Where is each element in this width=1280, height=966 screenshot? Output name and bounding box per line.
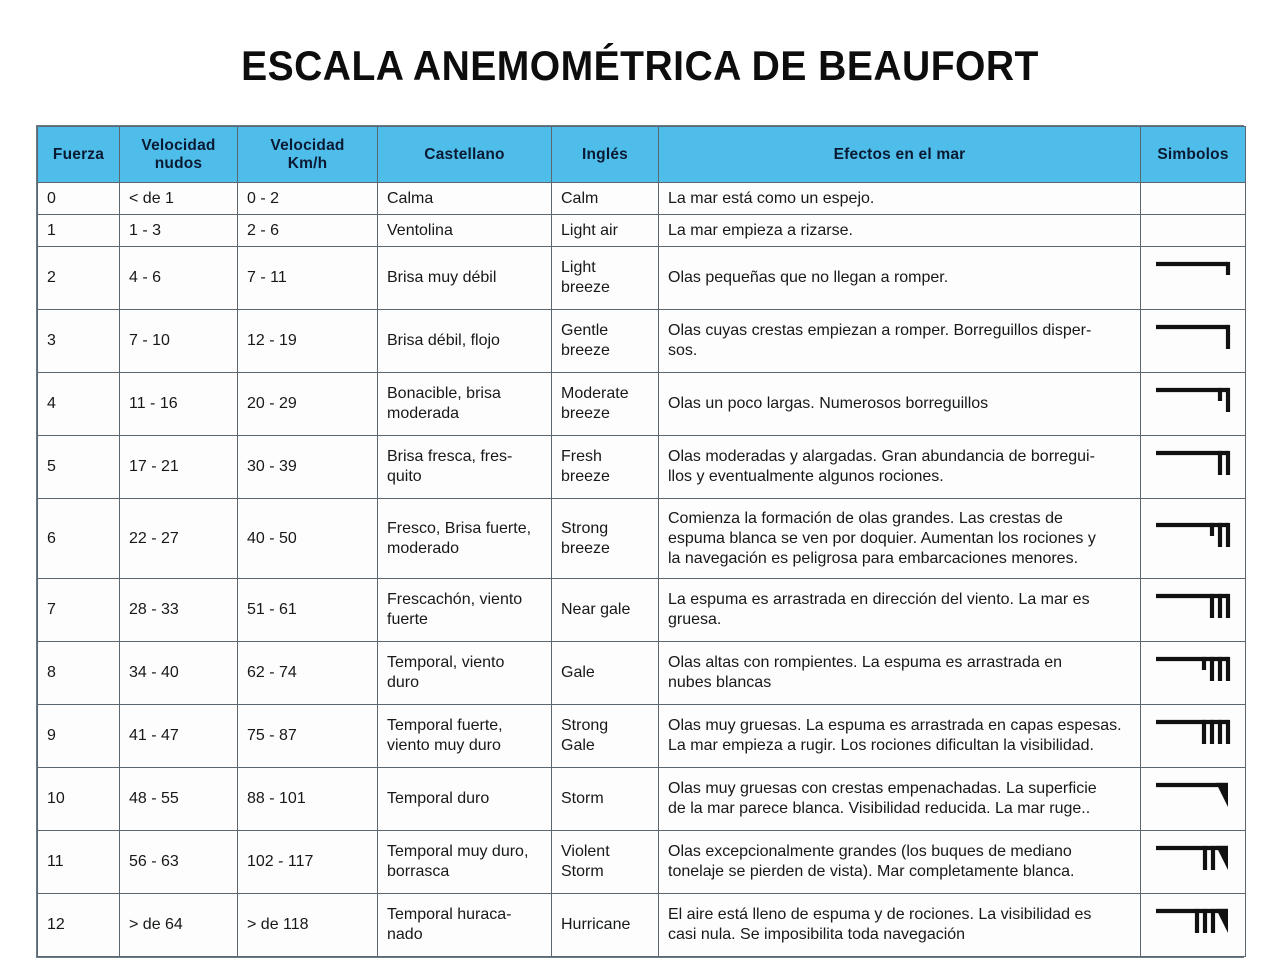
cell-velocidad-nudos: > de 64 <box>120 894 238 957</box>
table-row <box>38 894 1246 957</box>
wind-barb-light-air <box>1150 230 1151 231</box>
cell-velocidad-kmh: 62 - 74 <box>238 642 378 705</box>
cell-fuerza: 11 <box>38 831 120 894</box>
table-row <box>38 247 1246 310</box>
cell-efectos-en-el-mar: Olas pequeñas que no llegan a romper. <box>659 247 1141 310</box>
cell-velocidad-nudos: 17 - 21 <box>120 436 238 499</box>
cell-velocidad-nudos: 11 - 16 <box>120 373 238 436</box>
cell-simbolo <box>1141 894 1246 957</box>
cell-fuerza: 10 <box>38 768 120 831</box>
cell-simbolo <box>1141 705 1246 768</box>
cell-velocidad-nudos: 4 - 6 <box>120 247 238 310</box>
cell-velocidad-nudos: 22 - 27 <box>120 499 238 579</box>
cell-efectos-en-el-mar: Olas altas con rompientes. La espuma es arrastrada en nubes blancas <box>659 642 1141 705</box>
beaufort-table-container <box>36 125 1244 958</box>
cell-velocidad-kmh: 2 - 6 <box>238 215 378 247</box>
cell-velocidad-nudos: 41 - 47 <box>120 705 238 768</box>
cell-ingles: Strong breeze <box>552 499 659 579</box>
cell-simbolo <box>1141 579 1246 642</box>
wind-barb-half <box>1150 252 1236 304</box>
cell-velocidad-kmh: 7 - 11 <box>238 247 378 310</box>
column-header-velocidad-nudos-line2: nudos <box>154 154 203 172</box>
cell-velocidad-nudos: 7 - 10 <box>120 310 238 373</box>
cell-fuerza: 9 <box>38 705 120 768</box>
cell-fuerza: 12 <box>38 894 120 957</box>
cell-castellano: Brisa muy débil <box>378 247 552 310</box>
cell-efectos-en-el-mar: Comienza la formación de olas grandes. Las crestas de espuma blanca se ven por doquier. Aumentan los rociones y la navegación es peligrosa para embarcaciones menores. <box>659 499 1141 579</box>
wind-barb-3-full-1-half <box>1150 647 1236 699</box>
table-body <box>38 183 1246 957</box>
cell-velocidad-kmh: 12 - 19 <box>238 310 378 373</box>
wind-barb-1-full-1-half <box>1150 378 1236 430</box>
column-header-velocidad-kmh-line1: Velocidad <box>270 136 345 154</box>
cell-simbolo <box>1141 768 1246 831</box>
table-row <box>38 579 1246 642</box>
table-row <box>38 373 1246 436</box>
cell-velocidad-nudos: < de 1 <box>120 183 238 215</box>
cell-fuerza: 6 <box>38 499 120 579</box>
cell-simbolo <box>1141 642 1246 705</box>
cell-ingles: Gentle breeze <box>552 310 659 373</box>
cell-ingles: Violent Storm <box>552 831 659 894</box>
cell-fuerza: 8 <box>38 642 120 705</box>
cell-velocidad-nudos: 28 - 33 <box>120 579 238 642</box>
cell-simbolo <box>1141 310 1246 373</box>
table-row <box>38 183 1246 215</box>
cell-simbolo <box>1141 499 1246 579</box>
cell-efectos-en-el-mar: Olas cuyas crestas empiezan a romper. Borreguillos disper- sos. <box>659 310 1141 373</box>
cell-castellano: Temporal huraca- nado <box>378 894 552 957</box>
cell-ingles: Light breeze <box>552 247 659 310</box>
wind-barb-3-full <box>1150 584 1236 636</box>
cell-velocidad-nudos: 1 - 3 <box>120 215 238 247</box>
cell-fuerza: 3 <box>38 310 120 373</box>
cell-velocidad-kmh: 0 - 2 <box>238 183 378 215</box>
cell-ingles: Fresh breeze <box>552 436 659 499</box>
cell-castellano: Temporal muy duro, borrasca <box>378 831 552 894</box>
cell-castellano: Temporal fuerte, viento muy duro <box>378 705 552 768</box>
cell-simbolo <box>1141 183 1246 215</box>
cell-simbolo <box>1141 247 1246 310</box>
cell-ingles: Moderate breeze <box>552 373 659 436</box>
cell-simbolo <box>1141 831 1246 894</box>
cell-efectos-en-el-mar: La espuma es arrastrada en dirección del viento. La mar es gruesa. <box>659 579 1141 642</box>
cell-castellano: Ventolina <box>378 215 552 247</box>
cell-fuerza: 0 <box>38 183 120 215</box>
cell-ingles: Near gale <box>552 579 659 642</box>
cell-castellano: Temporal duro <box>378 768 552 831</box>
cell-efectos-en-el-mar: Olas muy gruesas. La espuma es arrastrada en capas espesas. La mar empieza a rugir. Los rociones dificultan la visibilidad. <box>659 705 1141 768</box>
cell-efectos-en-el-mar: Olas muy gruesas con crestas empenachadas. La superficie de la mar parece blanca. Visibilidad reducida. La mar ruge.. <box>659 768 1141 831</box>
cell-fuerza: 1 <box>38 215 120 247</box>
cell-velocidad-nudos: 56 - 63 <box>120 831 238 894</box>
cell-efectos-en-el-mar: La mar empieza a rizarse. <box>659 215 1141 247</box>
cell-efectos-en-el-mar: Olas un poco largas. Numerosos borreguillos <box>659 373 1141 436</box>
column-header-ingles: Inglés <box>552 127 659 183</box>
cell-ingles: Hurricane <box>552 894 659 957</box>
wind-barb-2-full-1-half <box>1150 513 1236 565</box>
cell-ingles: Calm <box>552 183 659 215</box>
cell-efectos-en-el-mar: Olas excepcionalmente grandes (los buques de mediano tonelaje se pierden de vista). Mar completamente blanca. <box>659 831 1141 894</box>
cell-castellano: Calma <box>378 183 552 215</box>
column-header-velocidad-kmh <box>238 127 378 183</box>
table-row <box>38 705 1246 768</box>
column-header-velocidad-kmh-line2: Km/h <box>287 154 328 172</box>
beaufort-table <box>37 126 1246 957</box>
wind-barb-1-pennant-2-full <box>1150 836 1236 888</box>
cell-velocidad-kmh: 51 - 61 <box>238 579 378 642</box>
cell-ingles: Gale <box>552 642 659 705</box>
table-row <box>38 215 1246 247</box>
cell-velocidad-kmh: 20 - 29 <box>238 373 378 436</box>
cell-simbolo <box>1141 373 1246 436</box>
cell-ingles: Strong Gale <box>552 705 659 768</box>
cell-simbolo <box>1141 215 1246 247</box>
cell-simbolo <box>1141 436 1246 499</box>
column-header-velocidad-nudos-line1: Velocidad <box>141 136 216 154</box>
page-title: ESCALA ANEMOMÉTRICA DE BEAUFORT <box>241 42 1039 89</box>
cell-fuerza: 5 <box>38 436 120 499</box>
cell-ingles: Storm <box>552 768 659 831</box>
cell-castellano: Fresco, Brisa fuerte, moderado <box>378 499 552 579</box>
cell-castellano: Temporal, viento duro <box>378 642 552 705</box>
cell-velocidad-kmh: 102 - 117 <box>238 831 378 894</box>
cell-efectos-en-el-mar: El aire está lleno de espuma y de rociones. La visibilidad es casi nula. Se imposibilita toda navegación <box>659 894 1141 957</box>
wind-barb-1-pennant-3-full <box>1150 899 1236 951</box>
cell-fuerza: 7 <box>38 579 120 642</box>
column-header-velocidad-nudos <box>120 127 238 183</box>
cell-fuerza: 4 <box>38 373 120 436</box>
wind-barb-2-full <box>1150 441 1236 493</box>
cell-velocidad-kmh: 40 - 50 <box>238 499 378 579</box>
wind-barb-calm <box>1150 198 1151 199</box>
wind-barb-1-pennant <box>1150 773 1236 825</box>
table-row <box>38 499 1246 579</box>
cell-efectos-en-el-mar: La mar está como un espejo. <box>659 183 1141 215</box>
column-header-castellano: Castellano <box>378 127 552 183</box>
column-header-simbolos: Simbolos <box>1141 127 1246 183</box>
cell-velocidad-kmh: 30 - 39 <box>238 436 378 499</box>
cell-velocidad-kmh: > de 118 <box>238 894 378 957</box>
cell-velocidad-kmh: 75 - 87 <box>238 705 378 768</box>
table-row <box>38 436 1246 499</box>
wind-barb-1-full <box>1150 315 1236 367</box>
cell-velocidad-nudos: 48 - 55 <box>120 768 238 831</box>
column-header-efectos: Efectos en el mar <box>659 127 1141 183</box>
table-row <box>38 831 1246 894</box>
cell-castellano: Frescachón, viento fuerte <box>378 579 552 642</box>
table-row <box>38 768 1246 831</box>
table-row <box>38 310 1246 373</box>
cell-castellano: Brisa débil, flojo <box>378 310 552 373</box>
cell-castellano: Bonacible, brisa moderada <box>378 373 552 436</box>
cell-velocidad-nudos: 34 - 40 <box>120 642 238 705</box>
column-header-fuerza: Fuerza <box>38 127 120 183</box>
table-header <box>38 127 1246 183</box>
cell-ingles: Light air <box>552 215 659 247</box>
wind-barb-4-full <box>1150 710 1236 762</box>
table-row <box>38 642 1246 705</box>
cell-fuerza: 2 <box>38 247 120 310</box>
cell-velocidad-kmh: 88 - 101 <box>238 768 378 831</box>
cell-castellano: Brisa fresca, fres- quito <box>378 436 552 499</box>
table-header-row <box>38 127 1246 183</box>
cell-efectos-en-el-mar: Olas moderadas y alargadas. Gran abundancia de borregui- llos y eventualmente algunos rociones. <box>659 436 1141 499</box>
